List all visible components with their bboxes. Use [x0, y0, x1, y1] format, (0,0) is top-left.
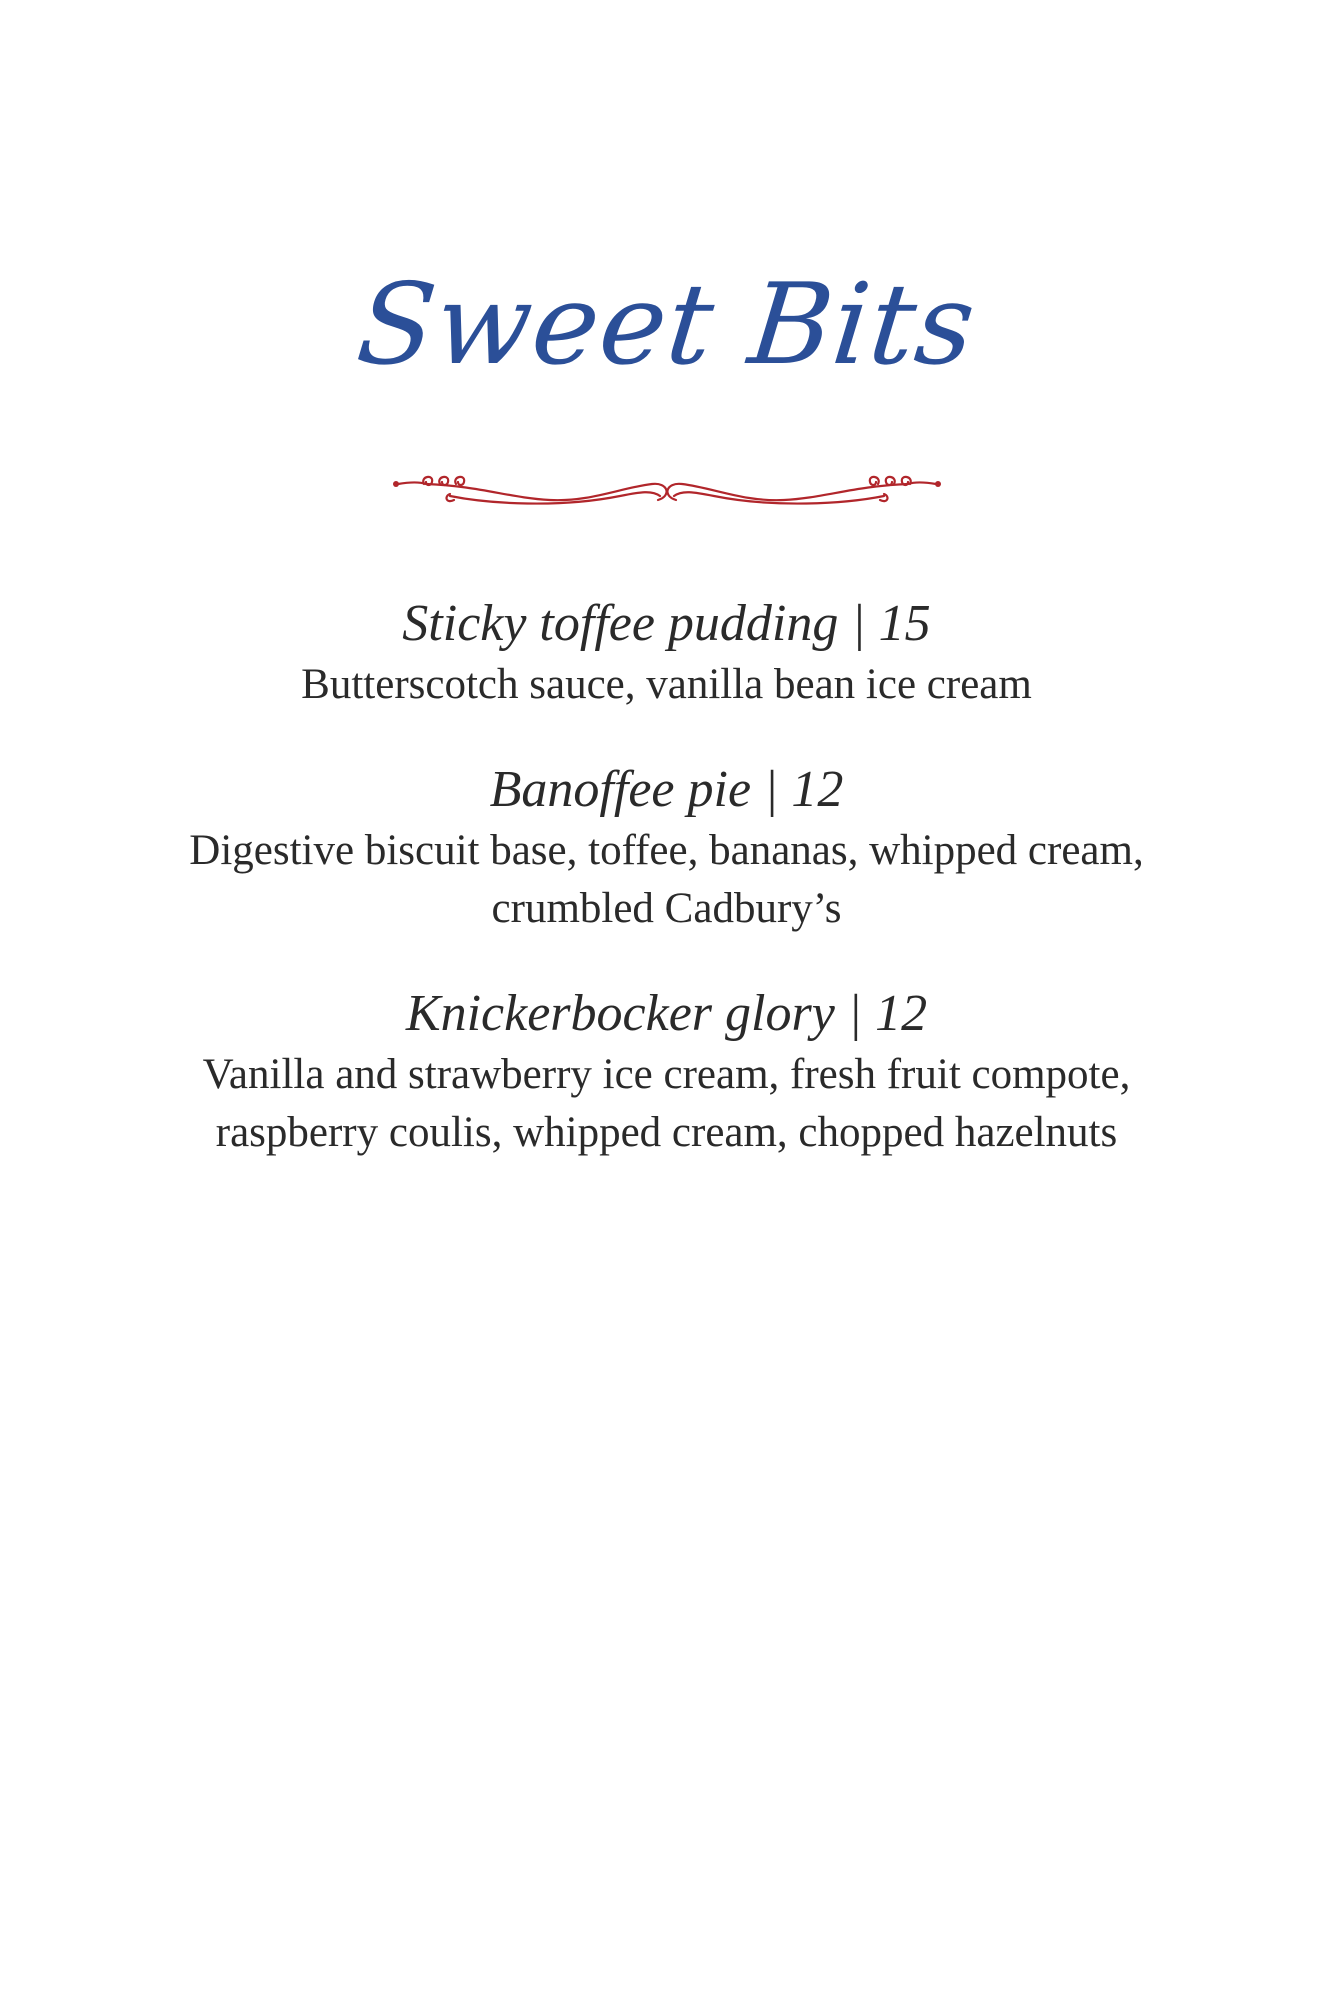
menu-item-description: Digestive biscuit base, toffee, bananas, whipped cream, crumbled Cadbury’s: [189, 827, 1144, 932]
flourish-divider-icon: [390, 470, 944, 516]
menu-title: Sweet Bits: [351, 260, 982, 390]
menu-item-description: Butterscotch sauce, vanilla bean ice cream: [301, 661, 1032, 708]
menu-item-title: Sticky toffee pudding | 15: [402, 595, 931, 652]
menu-item: [0, 592, 1333, 714]
menu-item-title: Knickerbocker glory | 12: [405, 985, 928, 1042]
menu-item: [0, 758, 1333, 938]
menu-list: [0, 592, 1333, 1206]
menu-item-description: Vanilla and strawberry ice cream, fresh fruit compote, raspberry coulis, whipped cream, chopped hazelnuts: [202, 1051, 1131, 1156]
menu-item-title: Banoffee pie | 12: [489, 761, 844, 818]
menu-item: [0, 982, 1333, 1162]
